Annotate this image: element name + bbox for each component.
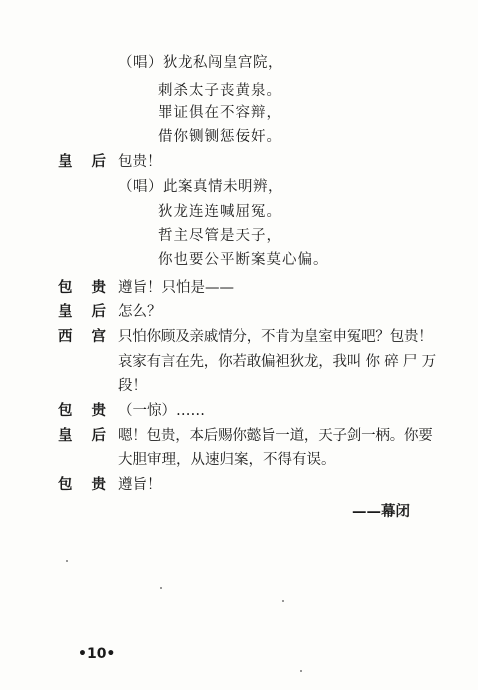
scan-speck bbox=[66, 560, 68, 562]
speaker-char: 包 bbox=[58, 476, 73, 493]
speaker-char: 贵 bbox=[91, 279, 106, 296]
speaker-char: 后 bbox=[91, 153, 106, 170]
speaker-baogui-2 bbox=[58, 404, 106, 419]
song2-line-3: 哲主尽管是天子， bbox=[158, 228, 282, 244]
speaker-char: 贵 bbox=[91, 476, 106, 493]
song2-line-1: （唱）此案真情未明辨， bbox=[118, 179, 283, 195]
dialog-baogui-1: 遵旨！只怕是—— bbox=[118, 280, 234, 296]
song-line-3: 罪证俱在不容辩， bbox=[158, 105, 282, 121]
speaker-char: 贵 bbox=[91, 402, 106, 419]
speaker-empress-2 bbox=[58, 305, 106, 320]
dialog-empress-3-line-2: 大胆审理，从速归案，不得有误。 bbox=[118, 452, 336, 468]
dialog-xigong-line-3: 段！ bbox=[118, 378, 147, 394]
speaker-char: 皇 bbox=[58, 427, 73, 444]
speaker-char: 后 bbox=[91, 427, 106, 444]
speaker-baogui-1 bbox=[58, 281, 106, 296]
song-line-4: 借你铡铡惩佞奸。 bbox=[158, 129, 282, 145]
dialog-empress-2: 怎么？ bbox=[118, 304, 162, 320]
speaker-char: 后 bbox=[91, 303, 106, 320]
speaker-baogui-3 bbox=[58, 478, 106, 493]
page-number: •10• bbox=[78, 646, 116, 662]
dialog-empress-3-line-1: 嗯！包贵，本后赐你懿旨一道，天子剑一柄。你要 bbox=[118, 428, 433, 444]
speaker-char: 皇 bbox=[58, 153, 73, 170]
scan-speck bbox=[300, 670, 302, 672]
speaker-char: 包 bbox=[58, 279, 73, 296]
dialog-xigong-line-2: 哀家有言在先，你若敢偏袒狄龙，我叫 你 碎 尸 万 bbox=[118, 354, 436, 370]
dialog-baogui-3: 遵旨！ bbox=[118, 477, 162, 493]
dialog-xigong-line-1: 只怕你顾及亲戚情分，不肯为皇室申冤吧？包贵！ bbox=[118, 329, 433, 345]
song-line-2: 刺杀太子丧黄泉。 bbox=[158, 83, 282, 99]
speaker-empress-1 bbox=[58, 155, 106, 170]
speaker-char: 皇 bbox=[58, 303, 73, 320]
scan-speck bbox=[282, 600, 284, 602]
song2-line-2: 狄龙连连喊屈冤。 bbox=[158, 204, 282, 220]
dialog-baogui-2: （一惊）…… bbox=[118, 403, 205, 419]
speaker-char: 西 bbox=[58, 328, 73, 345]
speaker-char: 宫 bbox=[91, 328, 106, 345]
song2-line-4: 你也要公平断案莫心偏。 bbox=[158, 252, 329, 268]
scan-speck bbox=[160, 587, 162, 589]
curtain-falls: ——幕闭 bbox=[352, 503, 410, 520]
speaker-empress-3 bbox=[58, 429, 106, 444]
speaker-char: 包 bbox=[58, 402, 73, 419]
dialog-empress-1: 包贵！ bbox=[118, 154, 162, 170]
speaker-xigong bbox=[58, 330, 106, 345]
song-line-1: （唱）狄龙私闯皇宫院， bbox=[118, 55, 283, 71]
